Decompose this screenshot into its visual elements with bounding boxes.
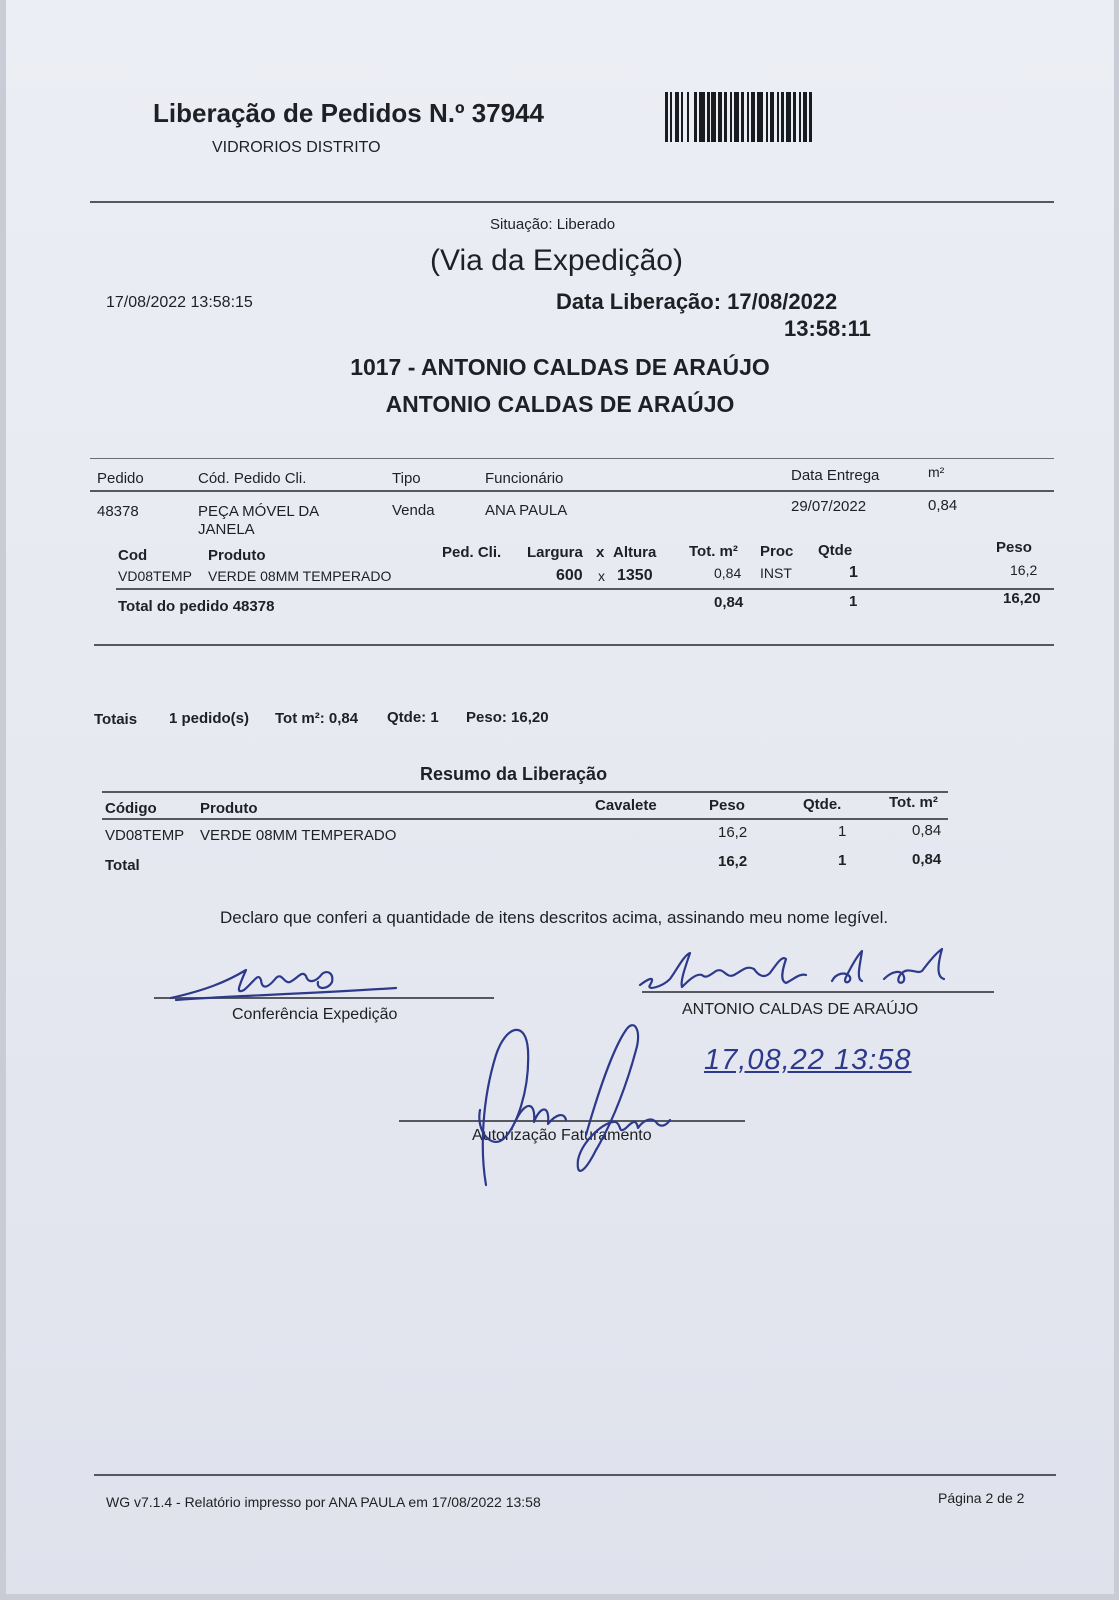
document-page <box>6 0 1114 1594</box>
order-type: Venda <box>392 502 435 519</box>
summary-header-produto: Produto <box>200 800 258 817</box>
item-header-cod: Cod <box>118 547 148 564</box>
item-header-ped-cli: Ped. Cli. <box>442 544 502 561</box>
release-date: Data Liberação: 17/08/2022 <box>556 289 838 314</box>
order-delivery-date: 29/07/2022 <box>791 498 867 515</box>
item-header-produto: Produto <box>208 547 266 564</box>
col-header-funcionario: Funcionário <box>485 470 564 487</box>
conferencia-signature <box>166 960 406 1005</box>
item-code: VD08TEMP <box>118 568 192 584</box>
summary-title: Resumo da Liberação <box>420 764 608 784</box>
col-header-data-entrega: Data Entrega <box>791 467 880 484</box>
item-height: 1350 <box>617 567 653 584</box>
handwritten-datetime: 17,08,22 13:58 <box>704 1044 912 1076</box>
order-number: 48378 <box>97 503 139 520</box>
footer-page-number: Página 2 de 2 <box>938 1490 1025 1506</box>
summary-header-codigo: Código <box>105 800 157 817</box>
item-header-qtde: Qtde <box>818 542 853 559</box>
item-header-altura: Altura <box>613 544 657 561</box>
item-proc: INST <box>760 565 792 581</box>
company-name: VIDRORIOS DISTRITO <box>212 139 381 156</box>
summary-weight: 16,2 <box>718 824 748 841</box>
order-total-weight: 16,20 <box>1003 590 1041 607</box>
order-client-code: PEÇA MÓVEL DA <box>198 503 320 520</box>
header-divider <box>90 201 1054 203</box>
col-header-pedido: Pedido <box>97 470 144 487</box>
totals-pedidos: 1 pedido(s) <box>169 710 250 727</box>
item-header-x: x <box>596 544 605 561</box>
order-total-m2: 0,84 <box>714 594 744 611</box>
copy-label: (Via da Expedição) <box>430 244 683 277</box>
item-total-divider <box>116 588 1054 590</box>
declaration-text: Declaro que conferi a quantidade de itens descritos acima, assinando meu nome legível. <box>220 908 889 927</box>
order-total-qtde: 1 <box>849 593 858 610</box>
barcode <box>665 92 834 142</box>
summary-total-weight: 16,2 <box>718 853 748 870</box>
item-tot-m2: 0,84 <box>714 565 742 581</box>
col-header-tipo: Tipo <box>392 470 421 487</box>
document-title: Liberação de Pedidos N.º 37944 <box>153 98 544 128</box>
summary-header-tot-m2: Tot. m² <box>889 794 938 811</box>
item-header-peso: Peso <box>996 539 1032 556</box>
order-client-code-2: JANELA <box>198 521 255 538</box>
table-header-divider <box>90 490 1054 492</box>
release-time: 13:58:11 <box>784 316 871 341</box>
autorizacao-label: Autorização Faturamento <box>472 1127 652 1144</box>
order-bottom-divider <box>94 644 1054 646</box>
summary-total-m2: 0,84 <box>912 851 942 868</box>
totals-peso: Peso: 16,20 <box>466 709 549 726</box>
summary-total-qtde: 1 <box>838 852 847 869</box>
summary-product: VERDE 08MM TEMPERADO <box>200 827 397 844</box>
conferencia-label: Conferência Expedição <box>232 1006 398 1023</box>
item-header-tot-m2: Tot. m² <box>689 543 738 560</box>
print-datetime: 17/08/2022 13:58:15 <box>106 294 253 311</box>
summary-total-label: Total <box>105 857 140 874</box>
order-employee: ANA PAULA <box>485 502 568 519</box>
order-m2: 0,84 <box>928 497 958 514</box>
summary-qtde: 1 <box>838 823 847 840</box>
item-header-proc: Proc <box>760 543 794 560</box>
item-header-largura: Largura <box>527 544 583 561</box>
col-header-cod-cli: Cód. Pedido Cli. <box>198 470 307 487</box>
situation-label: Situação: Liberado <box>490 216 616 233</box>
summary-top-divider <box>102 791 948 793</box>
client-signature-label: ANTONIO CALDAS DE ARAÚJO <box>682 1001 919 1018</box>
summary-header-peso: Peso <box>709 797 745 814</box>
totals-qtde: Qtde: 1 <box>387 709 439 726</box>
totals-m2: Tot m²: 0,84 <box>275 710 359 727</box>
col-header-m2: m² <box>928 464 945 480</box>
footer-divider <box>94 1474 1056 1476</box>
summary-header-qtde: Qtde. <box>803 796 842 813</box>
item-x: x <box>598 568 605 584</box>
summary-header-cavalete: Cavalete <box>595 797 657 814</box>
summary-header-divider <box>102 818 948 820</box>
order-total-label: Total do pedido 48378 <box>118 598 275 615</box>
summary-code: VD08TEMP <box>105 827 185 844</box>
summary-m2: 0,84 <box>912 822 942 839</box>
item-width: 600 <box>556 567 583 584</box>
autorizacao-signature <box>446 1010 686 1200</box>
client-signature <box>636 945 966 995</box>
totals-label: Totais <box>94 711 138 728</box>
client-name: 1017 - ANTONIO CALDAS DE ARAÚJO <box>350 354 770 380</box>
item-product: VERDE 08MM TEMPERADO <box>208 568 392 584</box>
footer-printed-by: WG v7.1.4 - Relatório impresso por ANA PAULA em 17/08/2022 13:58 <box>106 1494 541 1510</box>
table-top-divider <box>90 458 1054 459</box>
client-name-2: ANTONIO CALDAS DE ARAÚJO <box>385 391 735 417</box>
item-qtde: 1 <box>849 564 858 581</box>
item-weight: 16,2 <box>1010 562 1038 578</box>
